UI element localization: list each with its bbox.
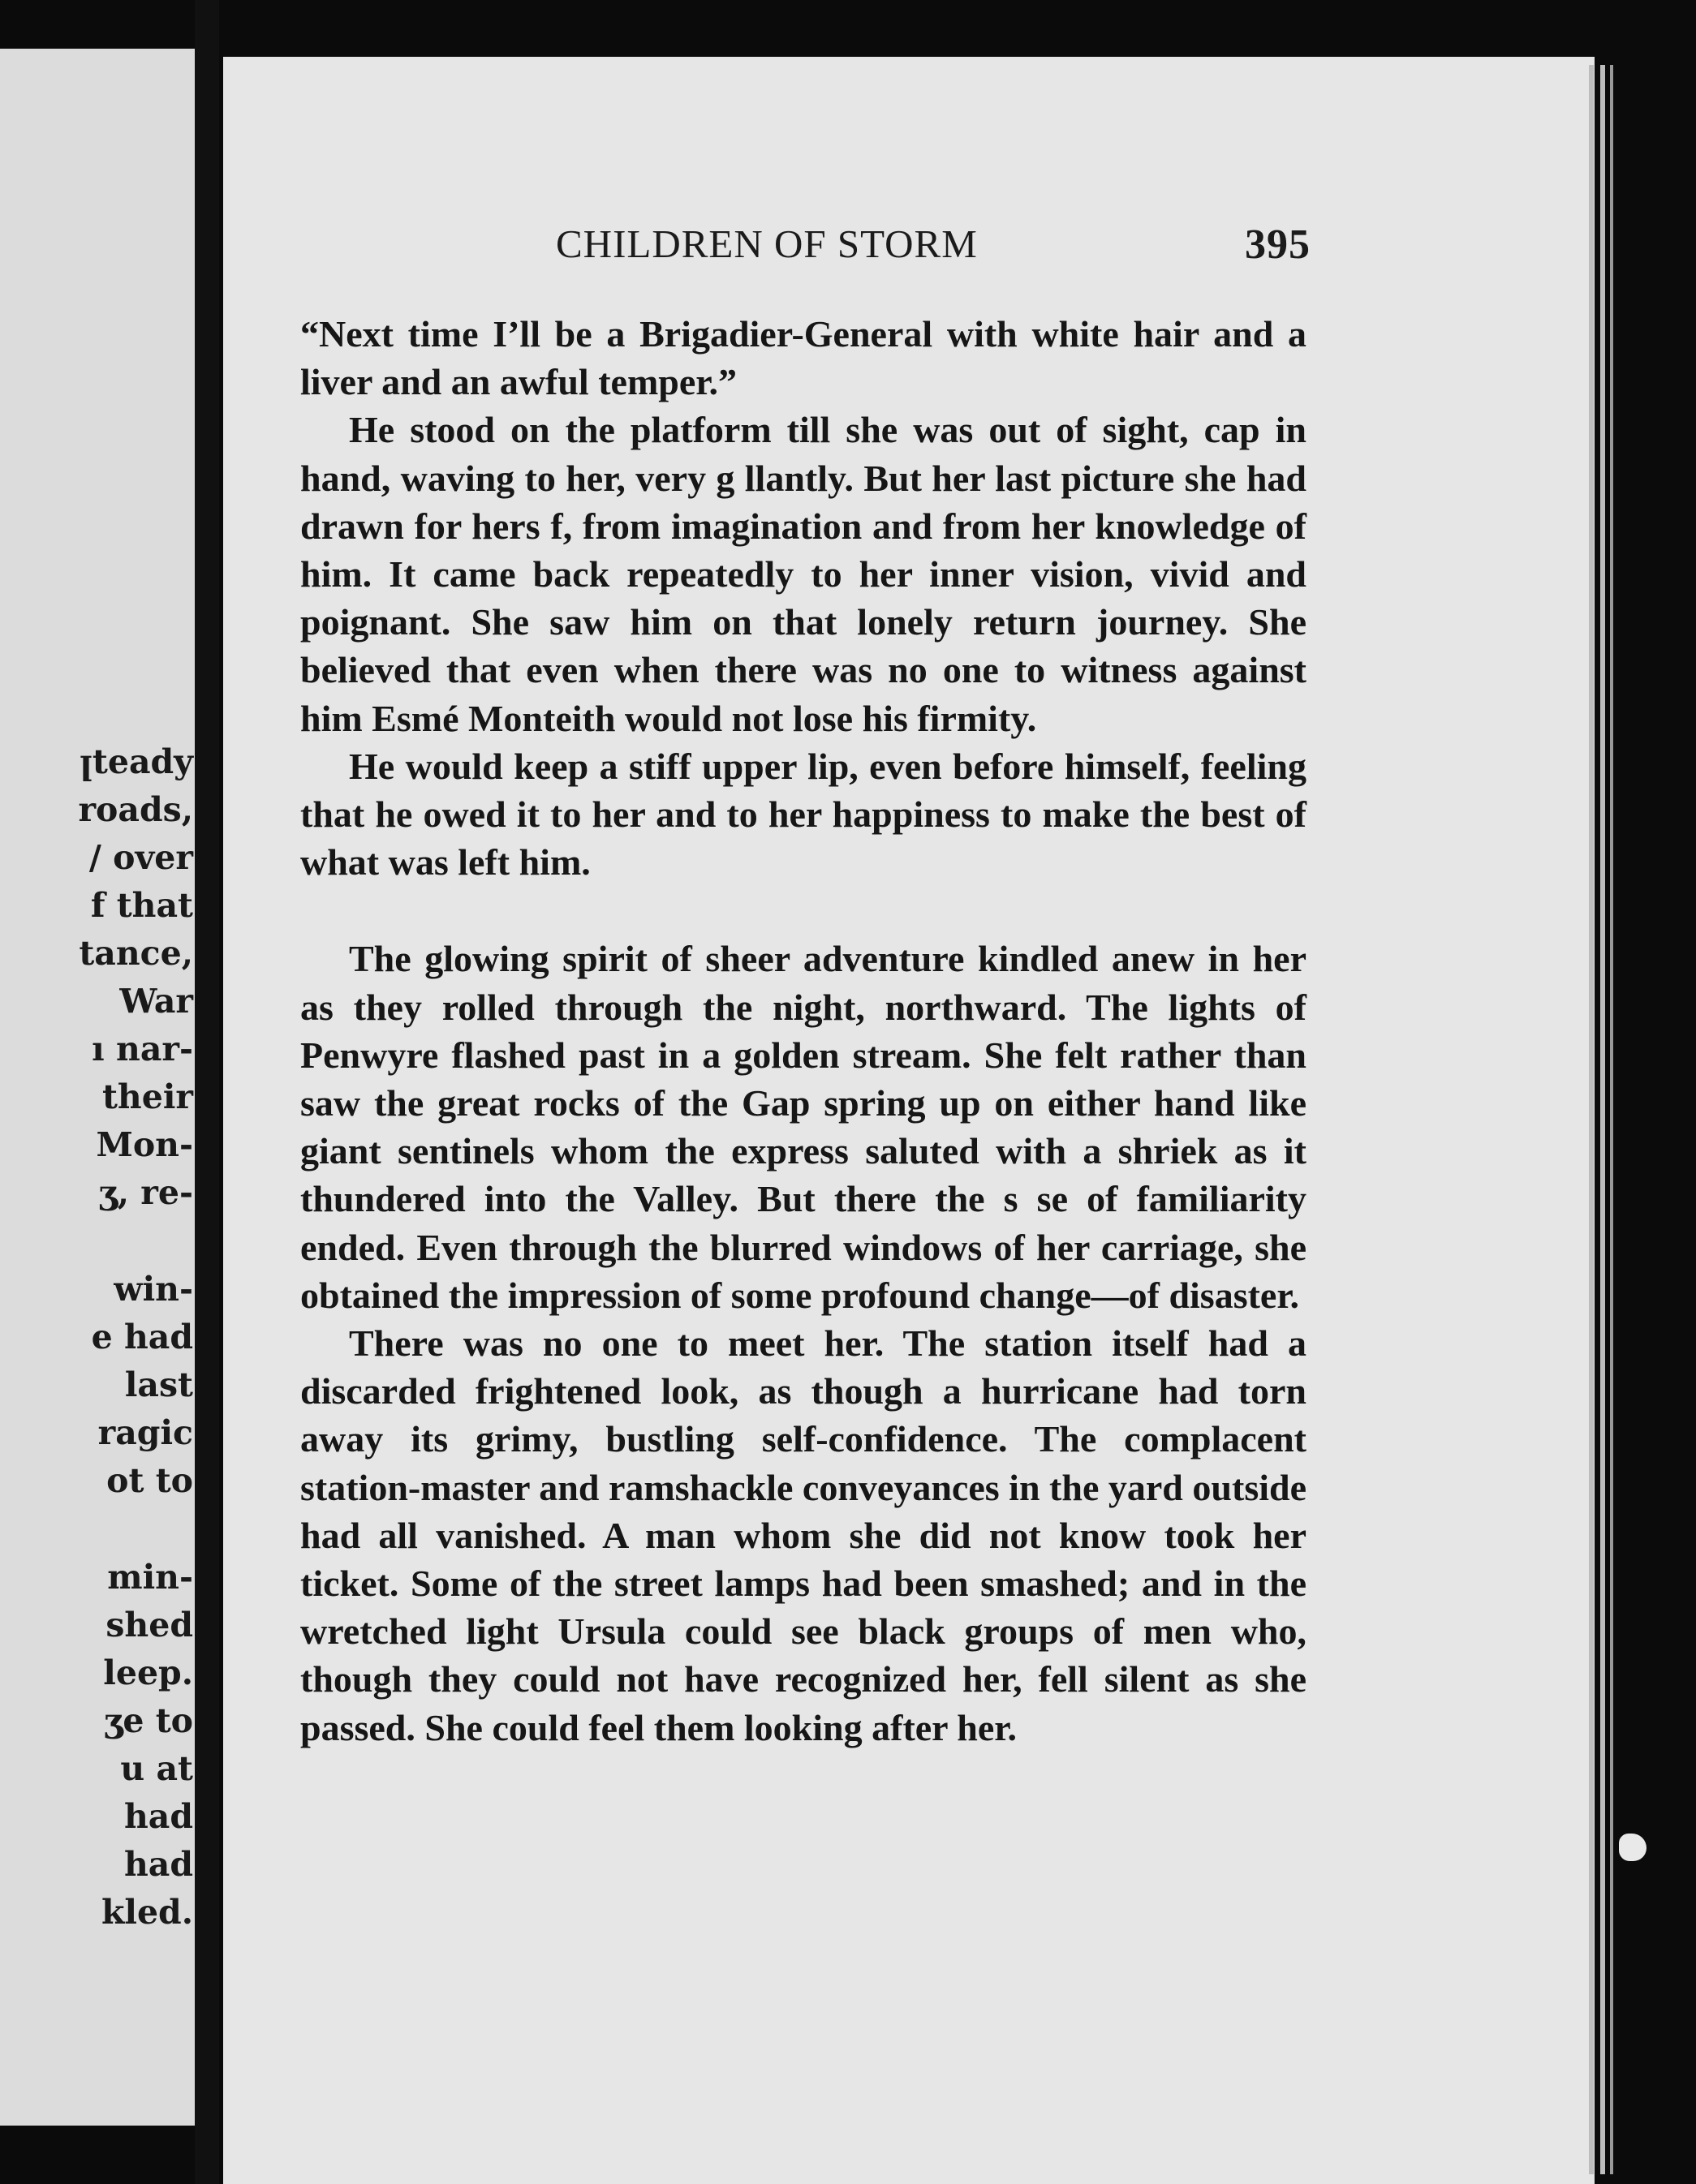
page-number: 395 bbox=[1245, 221, 1311, 268]
left-page-line: last bbox=[124, 1365, 193, 1404]
left-page-line: kled. bbox=[101, 1893, 193, 1932]
left-page-line: min- bbox=[107, 1558, 193, 1597]
paragraph: There was no one to meet her. The station itself had a discarded frightened look, as though a hurricane had torn away its grimy, bustling self-confidence. The complacent station-master and ramshackle conveyances in the yard outside had all vanished. A man whom she did not know took her ticket. Some of the street lamps had been smashed; and in the wretched light Ursula could see black groups of men who, though they could not have recognized her, fell silent as she passed. She could feel them looking after her. bbox=[300, 1322, 1306, 1748]
book-gutter bbox=[195, 0, 219, 2184]
left-page-line: had bbox=[123, 1845, 193, 1884]
book-title: CHILDREN OF STORM bbox=[556, 221, 978, 266]
left-page-line: their bbox=[101, 1077, 193, 1116]
left-page-line: shed bbox=[105, 1606, 193, 1644]
paragraph: “Next time I’ll be a Brigadier-General with white hair and a liver and an awful temper.” bbox=[300, 313, 1306, 403]
left-page-line: ı nar- bbox=[92, 1030, 193, 1068]
left-page-line: ʒe to bbox=[104, 1701, 193, 1740]
left-page-line: had bbox=[123, 1797, 193, 1836]
left-page-line: f that bbox=[90, 886, 193, 925]
page-edge bbox=[1610, 65, 1613, 2174]
left-page-line: / over bbox=[88, 838, 193, 877]
left-page-line: War bbox=[119, 982, 193, 1021]
body-text bbox=[300, 310, 1306, 1752]
left-page-line: u at bbox=[120, 1749, 193, 1788]
left-page-line: tance, bbox=[79, 934, 193, 973]
paragraph: He stood on the platform till she was out of sight, cap in hand, waving to her, very g llantly. But her last picture she had drawn for hers f, from imagination and from her knowledge of him. It came back repeatedly to her inner vision, vivid and poignant. She saw him on that lonely return journey. She believed that even when there was no one to witness against him Esmé Monteith would not lose his firmity. bbox=[300, 409, 1306, 739]
left-page bbox=[0, 49, 195, 2126]
left-page-line: ot to bbox=[106, 1461, 193, 1500]
paper-speck bbox=[1619, 1834, 1646, 1861]
running-head bbox=[556, 221, 1311, 269]
paragraph: He would keep a stiff upper lip, even before himself, feeling that he owed it to her and to her happiness to make the best of what was left him. bbox=[300, 745, 1306, 883]
left-page-line: Mon- bbox=[96, 1125, 193, 1164]
left-page-line: roads, bbox=[78, 790, 193, 829]
page-edge bbox=[1589, 65, 1594, 2174]
left-page-line: leep. bbox=[103, 1653, 193, 1692]
left-page-line: ꞁteady bbox=[80, 742, 193, 781]
left-page-line: win- bbox=[114, 1270, 193, 1309]
left-page-line: ʒ, re- bbox=[98, 1173, 193, 1212]
left-page-line: e had bbox=[91, 1318, 193, 1356]
page-edge bbox=[1600, 65, 1605, 2174]
paragraph: The glowing spirit of sheer adventure kindled anew in her as they rolled through the night, northward. The lights of Penwyre flashed past in a golden stream. She felt rather than saw the great rocks of the Gap spring up on either hand like giant sentinels whom the express saluted with a shriek as it thundered into the Valley. But there the s se of familiarity ended. Even through the blurred windows of her carriage, she obtained the impression of some profound change—of disaster. bbox=[300, 938, 1306, 1316]
left-page-line: ragic bbox=[97, 1413, 193, 1452]
